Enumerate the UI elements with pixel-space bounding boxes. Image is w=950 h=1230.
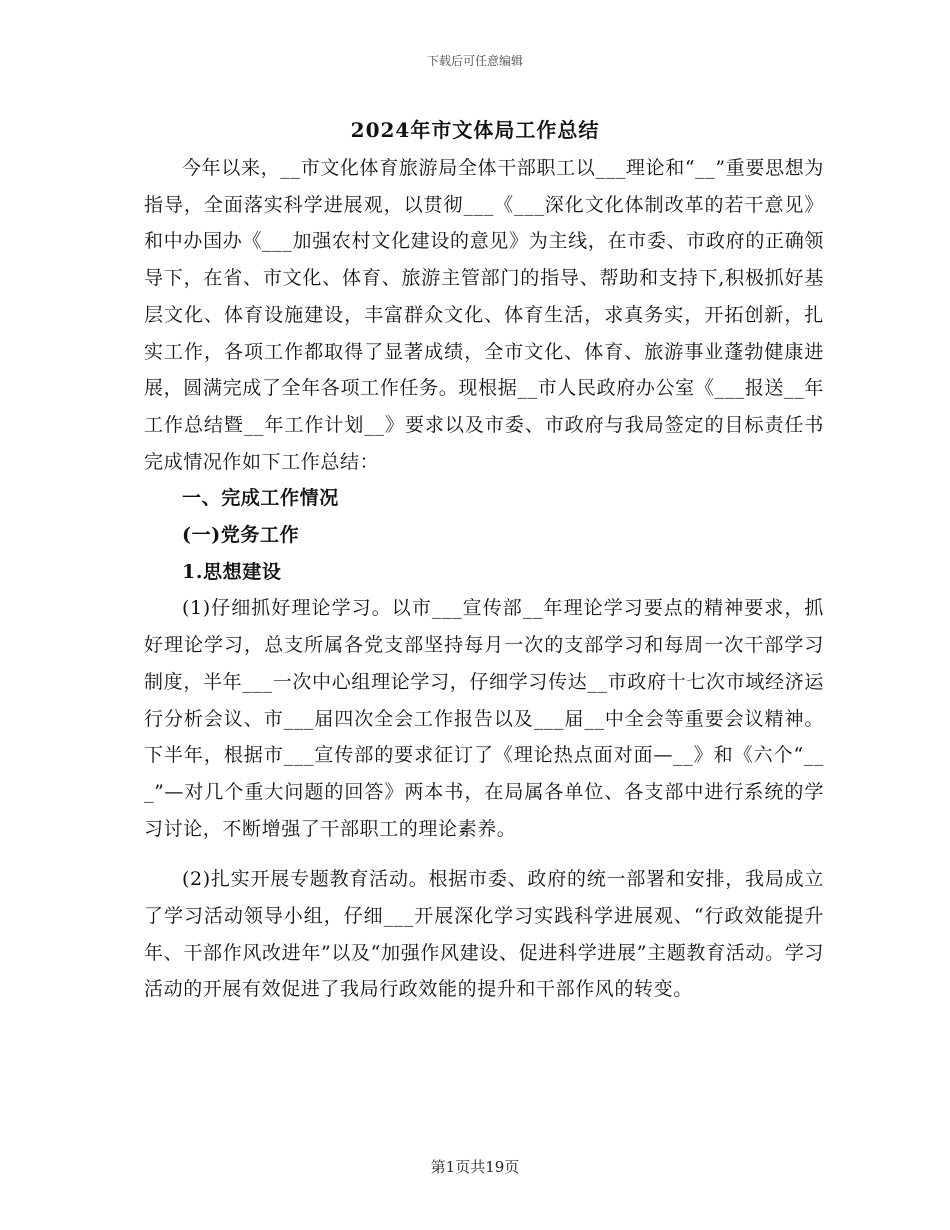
page-number-footer: 第1页共19页 bbox=[430, 1158, 520, 1176]
document-body bbox=[144, 150, 824, 1008]
paragraph-education-activity: (2)扎实开展专题教育活动。根据市委、政府的统一部署和安排，我局成立了学习活动领导小组，仔细___开展深化学习实践科学进展观、“行政效能提升年、干部作风改进年”以及“加强作风建设、促进科学进展”主题教育活动。学习活动的开展有效促进了我局行政效能的提升和干部作风的转变。 bbox=[144, 868, 824, 1001]
section-heading-1: 一、完成工作情况 bbox=[182, 487, 339, 510]
section-heading-3: 1.思想建设 bbox=[182, 560, 282, 583]
intro-paragraph: 今年以来，__市文化体育旅游局全体干部职工以___理论和“__”重要思想为指导，全面落实科学进展观，以贯彻___《___深化文化体制改革的若干意见》和中办国办《___加强农村文化建设的意见》为主线，在市委、市政府的正确领导下，在省、市文化、体育、旅游主管部门的指导、帮助和支持下,积极抓好基层文化、体育设施建设，丰富群众文化、体育生活，求真务实，开拓创新，扎实工作，各项工作都取得了显著成绩，全市文化、体育、旅游事业蓬勃健康进展，圆满完成了全年各项工作任务。现根据__市人民政府办公室《___报送__年工作总结暨__年工作计划__》要求以及市委、市政府与我局签定的目标责任书完成情况作如下工作总结： bbox=[144, 157, 824, 473]
section-heading-2: (一)党务工作 bbox=[182, 524, 300, 547]
paragraph-theory-study: (1)仔细抓好理论学习。以市___宣传部__年理论学习要点的精神要求，抓好理论学习，总支所属各党支部坚持每月一次的支部学习和每周一次干部学习制度，半年___一次中心组理论学习，仔细学习传达__市政府十七次市域经济运行分析会议、市___届四次全会工作报告以及___届__中全会等重要会议精神。下半年，根据市___宣传部的要求征订了《理论热点面对面—__》和《六个“___”—对几个重大问题的回答》两本书，在局属各单位、各支部中进行系统的学习讨论，不断增强了干部职工的理论素养。 bbox=[144, 597, 824, 840]
header-note: 下载后可任意编辑 bbox=[426, 54, 523, 68]
document-title: 2024年市文体局工作总结 bbox=[350, 118, 600, 142]
